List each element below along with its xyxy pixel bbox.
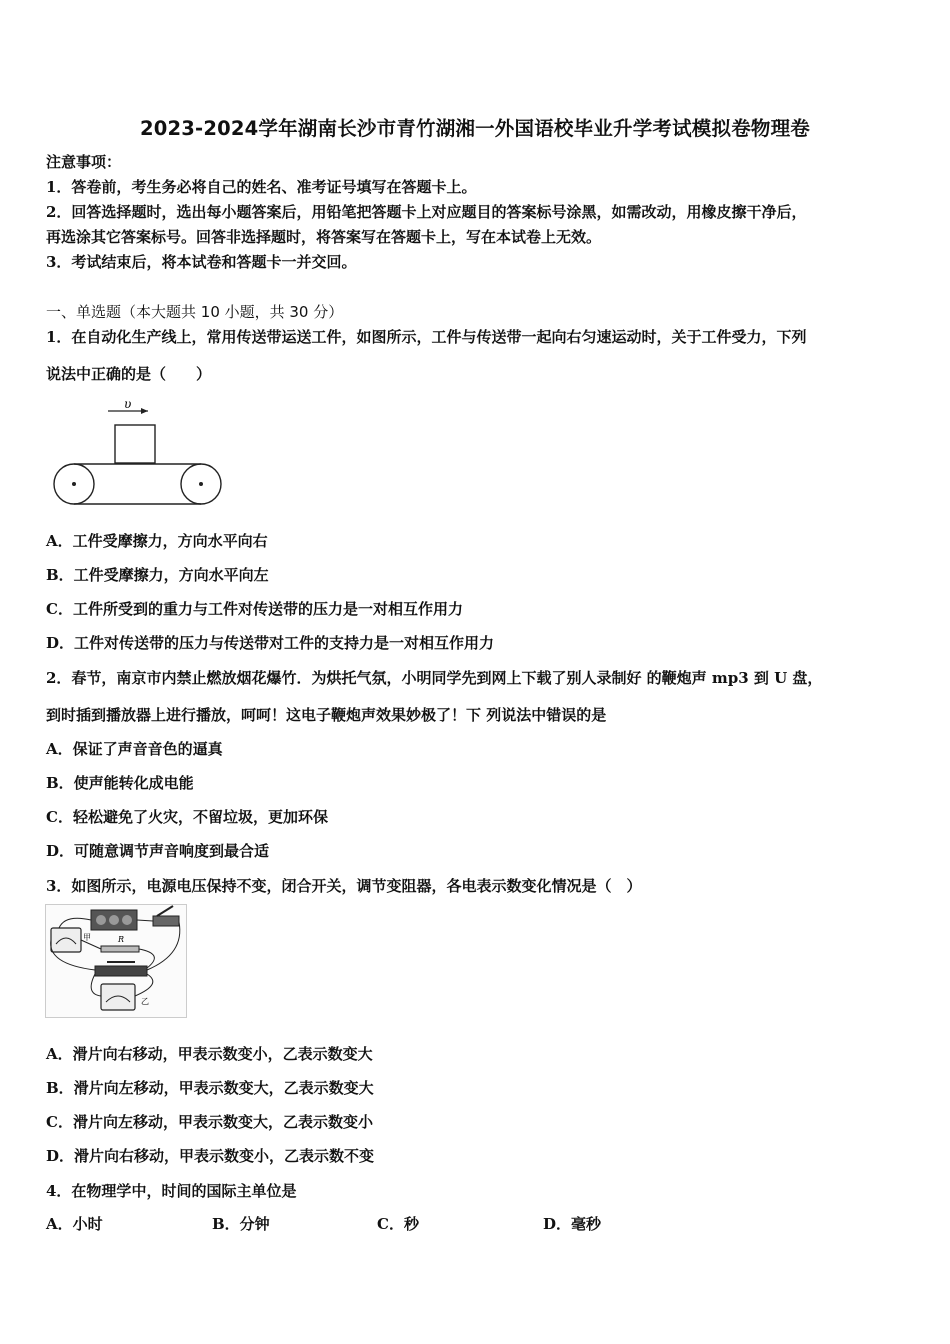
q1-option-a: A．工件受摩擦力，方向水平向右 xyxy=(46,532,268,550)
q1-option-b: B．工件受摩擦力，方向水平向左 xyxy=(46,566,269,584)
q4-option-d: D．毫秒 xyxy=(543,1215,602,1233)
velocity-label: υ xyxy=(124,397,132,411)
q3-option-d: D．滑片向右移动，甲表示数变小，乙表示数不变 xyxy=(46,1147,375,1165)
resistor-label: R xyxy=(118,935,125,944)
meter-a-label: 甲 xyxy=(83,933,91,942)
q3-option-a: A．滑片向右移动，甲表示数变小，乙表示数变大 xyxy=(46,1045,373,1063)
q2-option-c: C．轻松避免了火灾，不留垃圾，更加环保 xyxy=(46,808,328,826)
q2-option-b: B．使声能转化成电能 xyxy=(46,774,194,792)
question-1-text-cont: 说法中正确的是（ ） xyxy=(46,365,212,383)
page-title: 2023-2024学年湖南长沙市青竹湖湘一外国语校毕业升学考试模拟卷物理卷 xyxy=(139,117,811,140)
question-4-text: 4．在物理学中，时间的国际主单位是 xyxy=(46,1182,297,1200)
section-heading: 一、单选题（本大题共 10 小题，共 30 分） xyxy=(46,303,344,321)
question-2-text: 2．春节，南京市内禁止燃放烟花爆竹．为烘托气氛，小明同学先到网上下载了别人录制好 的鞭炮声 mp3 到 U 盘， xyxy=(46,669,823,687)
q1-option-d: D．工件对传送带的压力与传送带对工件的支持力是一对相互作用力 xyxy=(46,634,495,652)
notice-item: 2．回答选择题时，选出每小题答案后，用铅笔把答题卡上对应题目的答案标号涂黑，如需改动，用橡皮擦干净后， xyxy=(46,203,807,221)
q3-option-b: B．滑片向左移动，甲表示数变大，乙表示数变大 xyxy=(46,1079,374,1097)
question-3-text: 3．如图所示，电源电压保持不变，闭合开关，调节变阻器，各电表示数变化情况是（ ） xyxy=(46,877,642,895)
q2-option-d: D．可随意调节声音响度到最合适 xyxy=(46,842,270,860)
notice-heading: 注意事项： xyxy=(46,153,122,171)
q1-option-c: C．工件所受到的重力与工件对传送带的压力是一对相互作用力 xyxy=(46,600,463,618)
question-2-text-cont: 到时插到播放器上进行播放，呵呵！这电子鞭炮声效果妙极了！下 列说法中错误的是 xyxy=(46,706,607,724)
circuit-figure xyxy=(45,904,187,1018)
q4-option-a: A．小时 xyxy=(46,1215,103,1233)
q4-option-b: B．分钟 xyxy=(212,1215,270,1233)
q3-option-c: C．滑片向左移动，甲表示数变大，乙表示数变小 xyxy=(46,1113,373,1131)
notice-item: 1．答卷前，考生务必将自己的姓名、准考证号填写在答题卡上。 xyxy=(46,178,477,196)
conveyor-belt-figure xyxy=(48,396,228,512)
q4-option-c: C．秒 xyxy=(377,1215,419,1233)
q2-option-a: A．保证了声音音色的逼真 xyxy=(46,740,223,758)
meter-b-label: 乙 xyxy=(141,997,149,1006)
notice-item: 3．考试结束后，将本试卷和答题卡一并交回。 xyxy=(46,253,357,271)
notice-item: 再选涂其它答案标号。回答非选择题时，将答案写在答题卡上，写在本试卷上无效。 xyxy=(46,228,602,246)
question-1-text: 1．在自动化生产线上，常用传送带运送工件，如图所示，工件与传送带一起向右匀速运动时，关于工件受力，下列 xyxy=(46,328,807,346)
